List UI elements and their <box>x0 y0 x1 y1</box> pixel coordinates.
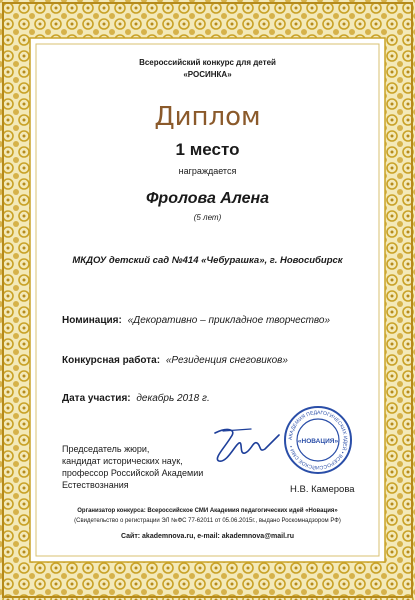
institution: МКДОУ детский сад №414 «Чебурашка», г. Новосибирск <box>72 255 343 266</box>
nomination-value: «Декоративно – прикладное творчество» <box>127 315 331 326</box>
signature <box>205 425 285 470</box>
registration-line: (Свидетельство о регистрации ЭЛ №ФС 77-62011 от 05.06.2015г., выдано Роскомнадзором РФ) <box>74 518 341 524</box>
jury-line-3: профессор Российской Академии <box>62 468 204 478</box>
nomination-row <box>62 315 330 326</box>
place-label: 1 место <box>175 140 240 159</box>
recipient-age: (5 лет) <box>193 213 222 222</box>
date-label: Дата участия: <box>62 393 131 404</box>
organizer-line: Организатор конкурса: Всероссийское СМИ Академия педагогических идей «Новация» <box>77 508 338 514</box>
jury-line-2: кандидат исторических наук, <box>62 456 183 466</box>
jury-title <box>62 443 203 491</box>
jury-line-1: Председатель жюри, <box>62 444 150 454</box>
diploma-title: Диплом <box>154 102 261 132</box>
awarded-label: награждается <box>178 166 237 176</box>
contacts-line: Сайт: akademnova.ru, e-mail: akademnova@mail.ru <box>121 533 294 540</box>
contest-line: Всероссийский конкурс для детей <box>139 58 276 67</box>
organizer-stamp <box>283 405 353 475</box>
date-value: декабрь 2018 г. <box>136 393 210 404</box>
contest-name: «РОСИНКА» <box>183 70 232 79</box>
signer-name: Н.В. Камерова <box>290 484 355 495</box>
jury-line-4: Естествознания <box>62 480 129 490</box>
stamp-ring-text: АКАДЕМИЯ ПЕДАГОГИЧЕСКИХ ИДЕЙ • ВСЕРОССИЙСКОЕ СМИ • <box>287 409 349 471</box>
work-label: Конкурсная работа: <box>62 355 161 366</box>
date-row <box>62 393 210 404</box>
nomination-label: Номинация: <box>62 315 122 326</box>
work-value: «Резиденция снеговиков» <box>165 355 288 366</box>
recipient-name: Фролова Алена <box>145 190 270 207</box>
stamp-center-text: «НОВАЦИЯ» <box>297 438 339 445</box>
work-row <box>62 355 288 366</box>
